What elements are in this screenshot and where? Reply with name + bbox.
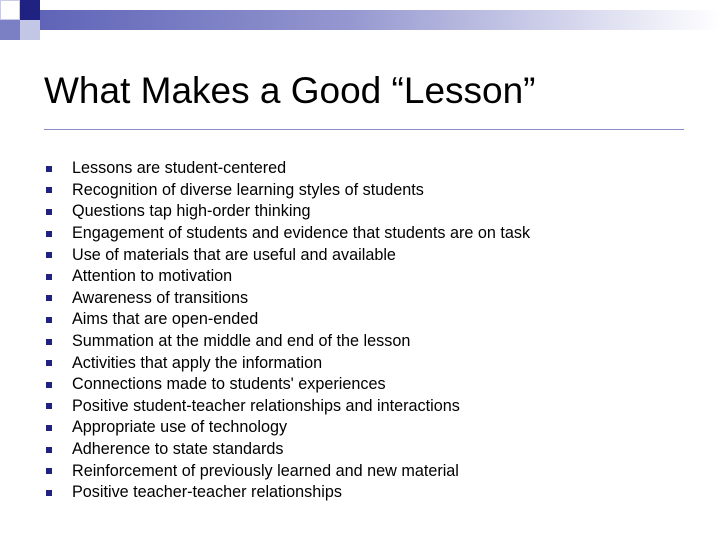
bullet-item	[44, 352, 530, 374]
bullet-text: Aims that are open-ended	[72, 310, 259, 329]
bullet-text: Appropriate use of technology	[72, 418, 288, 437]
bullet-text: Reinforcement of previously learned and new material	[72, 461, 459, 480]
bullet-item	[44, 460, 530, 482]
square-bullet-icon	[46, 403, 52, 409]
bullet-list	[44, 158, 530, 504]
bullet-item	[44, 396, 530, 418]
square-bullet-icon	[46, 187, 52, 193]
bullet-item	[44, 180, 530, 202]
bullet-item	[44, 417, 530, 439]
square-bullet-icon	[46, 274, 52, 280]
square-bullet-icon	[46, 490, 52, 496]
square-bullet-icon	[46, 252, 52, 258]
bullet-text: Lessons are student-centered	[72, 159, 287, 178]
square-bullet-icon	[46, 209, 52, 215]
decor-square	[0, 20, 20, 40]
bullet-item	[44, 266, 530, 288]
square-bullet-icon	[46, 468, 52, 474]
bullet-text: Adherence to state standards	[72, 440, 284, 459]
square-bullet-icon	[46, 339, 52, 345]
square-bullet-icon	[46, 295, 52, 301]
bullet-text: Questions tap high-order thinking	[72, 202, 311, 221]
bullet-text: Activities that apply the information	[72, 353, 323, 372]
square-bullet-icon	[46, 382, 52, 388]
bullet-text: Awareness of transitions	[72, 288, 249, 307]
bullet-item	[44, 309, 530, 331]
bullet-text: Positive student-teacher relationships and interactions	[72, 396, 460, 415]
square-bullet-icon	[46, 447, 52, 453]
bullet-item	[44, 374, 530, 396]
bullet-text: Positive teacher-teacher relationships	[72, 483, 342, 502]
square-bullet-icon	[46, 231, 52, 237]
decor-square	[0, 0, 20, 20]
bullet-text: Recognition of diverse learning styles of students	[72, 180, 424, 199]
bullet-item	[44, 439, 530, 461]
square-bullet-icon	[46, 425, 52, 431]
slide-title: What Makes a Good “Lesson”	[44, 70, 536, 111]
bullet-text: Connections made to students' experiences	[72, 375, 386, 394]
square-bullet-icon	[46, 360, 52, 366]
header-decoration	[0, 0, 720, 40]
square-bullet-icon	[46, 166, 52, 172]
bullet-text: Attention to motivation	[72, 267, 233, 286]
bullet-item	[44, 223, 530, 245]
decor-square	[20, 0, 40, 20]
bullet-item	[44, 158, 530, 180]
title-divider	[44, 129, 684, 130]
square-bullet-icon	[46, 317, 52, 323]
header-gradient-bar	[40, 10, 720, 30]
bullet-item	[44, 331, 530, 353]
bullet-item	[44, 482, 530, 504]
bullet-text: Use of materials that are useful and available	[72, 245, 396, 264]
decor-square	[20, 20, 40, 40]
bullet-item	[44, 288, 530, 310]
bullet-item	[44, 201, 530, 223]
bullet-item	[44, 244, 530, 266]
bullet-text: Summation at the middle and end of the lesson	[72, 332, 411, 351]
bullet-text: Engagement of students and evidence that students are on task	[72, 224, 531, 243]
